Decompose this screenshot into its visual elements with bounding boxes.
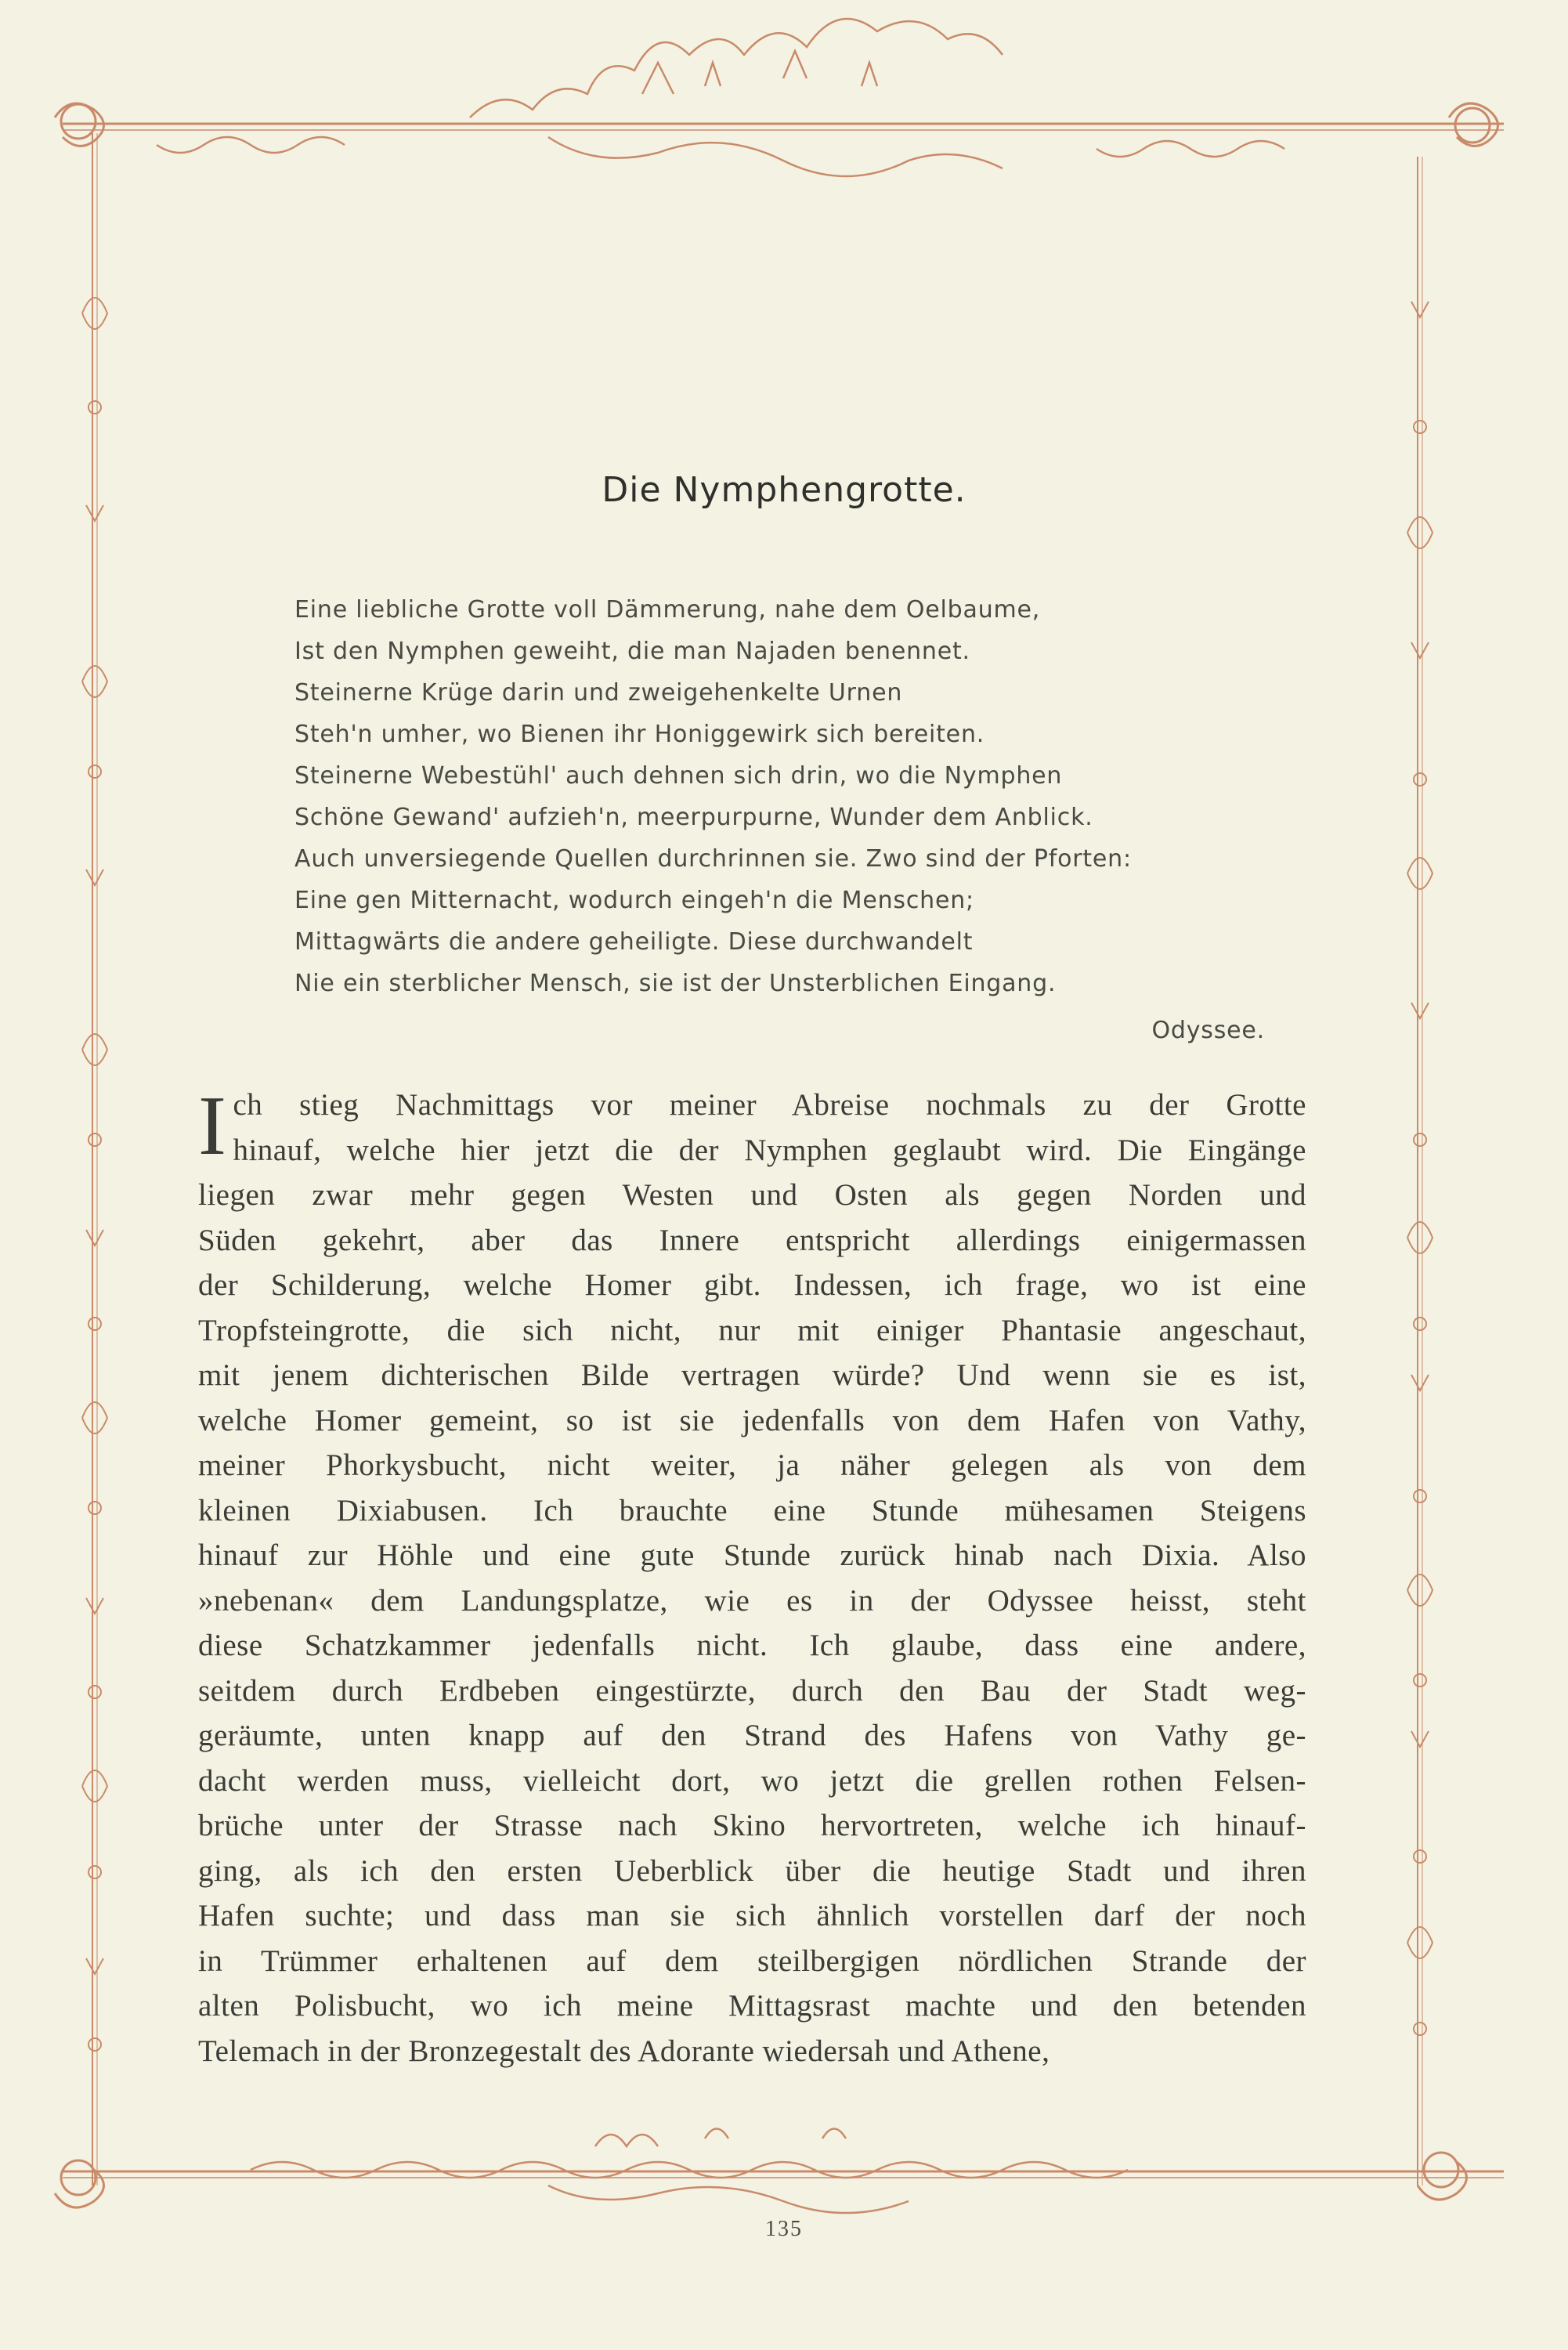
poem-line: Auch unversiegende Quellen durchrinnen sie. Zwo sind der Pforten: [294,845,1132,873]
poem-line: Eine gen Mitternacht, wodurch eingeh'n die Menschen; [294,887,974,914]
prose-line: in Trümmer erhaltenen auf dem steilbergigen nördlichen Strande der [198,1943,1306,1978]
prose-line: welche Homer gemeint, so ist sie jedenfalls von dem Hafen von Vathy, [198,1403,1306,1437]
opening-paragraph-start [198,1079,1306,1173]
poem-line: Steinerne Webestühl' auch dehnen sich drin, wo die Nymphen [294,762,1063,790]
poem-line: Eine liebliche Grotte voll Dämmerung, nahe dem Oelbaume, [294,596,1041,624]
prose-line: geräumte, unten knapp auf den Strand des Hafens von Vathy ge- [198,1719,1306,1752]
prose-line: mit jenem dichterischen Bilde vertragen würde? Und wenn sie es ist, [198,1358,1306,1392]
drop-cap: I [198,1079,227,1173]
prose-line: hinauf zur Höhle und eine gute Stunde zurück hinab nach Dixia. Also [198,1538,1306,1572]
prose-line: ch stieg Nachmittags vor meiner Abreise nochmals zu der Grotte [233,1088,1306,1122]
prose-line: alten Polisbucht, wo ich meine Mittagsrast machte und den betenden [198,1989,1306,2023]
prose-line: liegen zwar mehr gegen Westen und Osten als gegen Norden und [198,1178,1306,1212]
prose-line: »nebenan« dem Landungsplatze, wie es in der Odyssee heisst, steht [198,1583,1306,1618]
poem-line: Ist den Nymphen geweiht, die man Najaden benennet. [294,638,970,665]
prose-line: der Schilderung, welche Homer gibt. Indessen, ich frage, wo ist eine [198,1268,1306,1302]
prose-line: meiner Phorkysbucht, nicht weiter, ja näher gelegen als von dem [198,1448,1306,1482]
poem-line: Schöne Gewand' aufzieh'n, meerpurpurne, Wunder dem Anblick. [294,804,1093,831]
prose-line: ging, als ich den ersten Ueberblick über die heutige Stadt und ihren [198,1853,1306,1888]
prose-line: dacht werden muss, vielleicht dort, wo jetzt die grellen rothen Felsen- [198,1763,1306,1798]
prose-line: Hafen suchte; und dass man sie sich ähnlich vorstellen darf der noch [198,1899,1306,1932]
poem-line: Mittagwärts die andere geheiligte. Diese durchwandelt [294,928,974,956]
prose-line: kleinen Dixiabusen. Ich brauchte eine Stunde mühesamen Steigens [198,1493,1306,1528]
poem-attribution: Odyssee. [1151,1017,1265,1044]
page-title: Die Nymphengrotte. [602,470,966,510]
prose-line: seitdem durch Erdbeben eingestürzte, durch den Bau der Stadt weg- [198,1673,1306,1708]
prose-line: brüche unter der Strasse nach Skino hervortreten, welche ich hinauf- [198,1809,1306,1842]
poem-line: Nie ein sterblicher Mensch, sie ist der Unsterblichen Eingang. [294,970,1057,997]
poem-line: Steh'n umher, wo Bienen ihr Honiggewirk sich bereiten. [294,721,985,748]
prose-line: Süden gekehrt, aber das Innere entspricht allerdings einigermassen [198,1223,1306,1257]
prose-line: diese Schatzkammer jedenfalls nicht. Ich glaube, dass eine andere, [198,1629,1306,1662]
prose-line: Tropfsteingrotte, die sich nicht, nur mit einiger Phantasie angeschaut, [198,1313,1306,1347]
body-text [198,1079,1306,2073]
prose-line: Telemach in der Bronzegestalt des Adorante wiedersah und Athene, [198,2034,1050,2068]
poem-line: Steinerne Krüge darin und zweigehenkelte Urnen [294,679,903,707]
page-number: 135 [765,2217,803,2241]
prose-line: hinauf, welche hier jetzt die der Nymphen geglaubt wird. Die Eingänge [233,1133,1306,1167]
poem-epigraph [294,589,1297,1004]
